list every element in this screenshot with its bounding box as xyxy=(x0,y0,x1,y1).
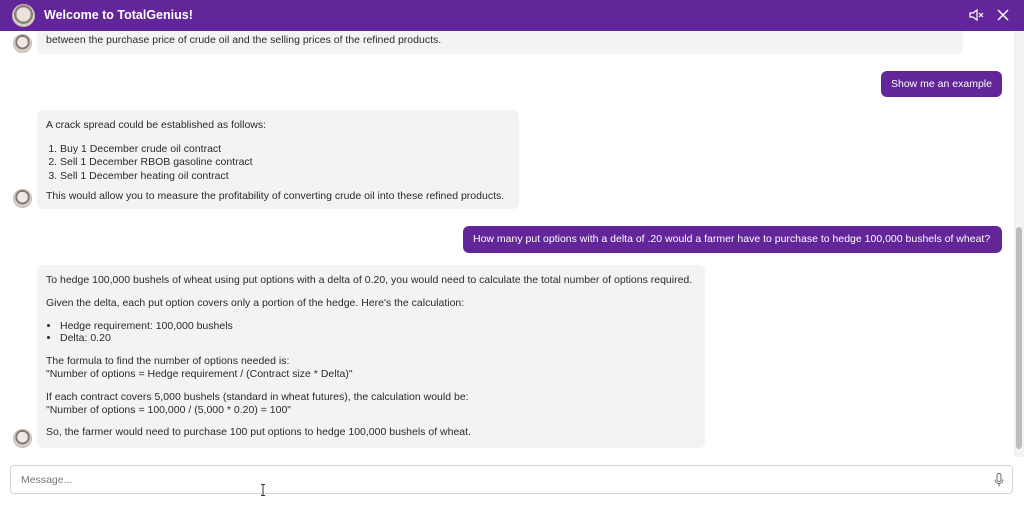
user-message-text: How many put options with a delta of .20 would a farmer have to purchase to hedge 100,000 bushels of wheat? xyxy=(473,233,991,245)
text-cursor-icon xyxy=(259,484,267,496)
calculation-intro: If each contract covers 5,000 bushels (standard in wheat futures), the calculation would be: xyxy=(46,390,469,403)
bot-message-text: between the purchase price of crude oil and the selling prices of the refined products. xyxy=(46,34,442,46)
list-item: 3. Sell 1 December heating oil contract xyxy=(60,170,510,184)
bot-message xyxy=(37,31,963,54)
bot-message xyxy=(37,110,519,209)
scrollbar-thumb[interactable] xyxy=(1016,227,1022,449)
calculation-text: "Number of options = 100,000 / (5,000 * 0.20) = 100" xyxy=(46,403,292,416)
bullet-list xyxy=(60,320,696,346)
list-item: • Delta: 0.20 xyxy=(60,332,696,345)
bot-avatar-icon xyxy=(13,34,32,53)
bot-message-text: Given the delta, each put option covers only a portion of the hedge. Here's the calculation: xyxy=(46,296,465,309)
list-item: 2. Sell 1 December RBOB gasoline contract xyxy=(60,156,510,170)
bot-message-text: To hedge 100,000 bushels of wheat using put options with a delta of 0.20, you would need to calculate the total number of options required. xyxy=(46,274,693,286)
bot-message-text xyxy=(46,355,696,381)
formula-text: "Number of options = Hedge requirement / (Contract size * Delta)" xyxy=(46,367,353,380)
bot-message-text xyxy=(46,391,696,417)
speaker-muted-icon[interactable] xyxy=(969,8,984,22)
bot-message-text: So, the farmer would need to purchase 100 put options to hedge 100,000 bushels of wheat. xyxy=(46,426,471,439)
user-message xyxy=(881,71,1002,97)
list-item: 1. Buy 1 December crude oil contract xyxy=(60,143,510,157)
user-message xyxy=(463,226,1002,253)
chat-area[interactable] xyxy=(0,31,1012,457)
bot-message-text: This would allow you to measure the profitability of converting crude oil into these refined products. xyxy=(46,190,505,202)
user-message-text: Show me an example xyxy=(891,78,992,90)
list-item: • Hedge requirement: 100,000 bushels xyxy=(60,320,696,333)
steps-list xyxy=(60,143,510,184)
bot-message-text: A crack spread could be established as follows: xyxy=(46,119,267,131)
einstein-avatar-icon xyxy=(12,4,35,27)
bot-message xyxy=(37,265,705,448)
bot-avatar-icon xyxy=(13,189,32,208)
close-icon[interactable] xyxy=(996,8,1010,22)
chat-scrollbar[interactable] xyxy=(1014,31,1024,457)
message-input-bar xyxy=(10,465,1013,494)
microphone-icon[interactable] xyxy=(994,473,1004,487)
window-title: Welcome to TotalGenius! xyxy=(44,8,193,22)
bot-avatar-icon xyxy=(13,429,32,448)
message-input[interactable] xyxy=(21,472,971,488)
formula-intro: The formula to find the number of options needed is: xyxy=(46,355,290,368)
title-bar xyxy=(0,0,1024,31)
